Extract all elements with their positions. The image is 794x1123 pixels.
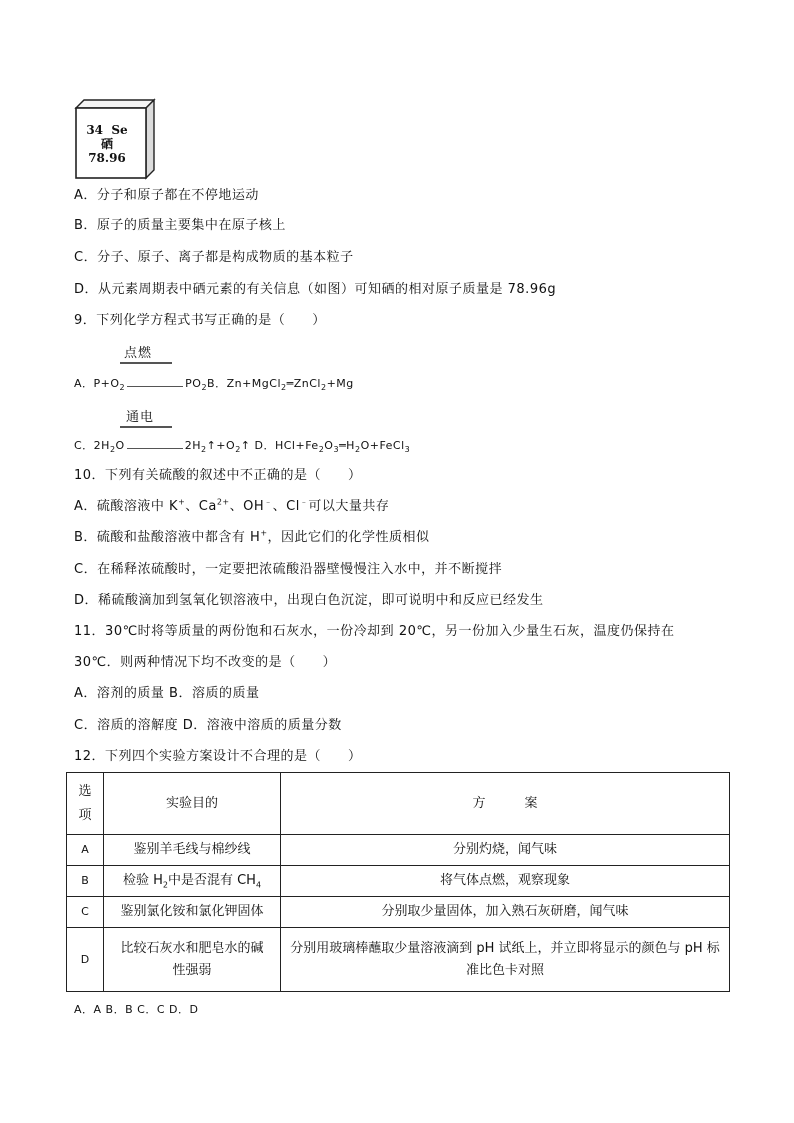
q9-condition-a: 点燃 <box>124 346 153 361</box>
element-name: 硒 <box>100 137 113 151</box>
header-purpose: 实验目的 <box>104 773 281 835</box>
q9-cond-line-a <box>120 362 172 364</box>
row-key: A <box>67 835 104 866</box>
q11-stem-line1: 11．30℃时将等质量的两份饱和石灰水，一份冷却到 20℃，另一份加入少量生石灰，温度仍保持在 <box>74 624 675 639</box>
row-purpose: 鉴别羊毛线与棉纱线 <box>104 835 281 866</box>
row-plan: 分别用玻璃棒蘸取少量溶液滴到 pH 试纸上，并立即将显示的颜色与 pH 标准比色卡对照 <box>281 928 730 992</box>
table-header-row <box>67 773 730 835</box>
q12-experiment-table <box>66 772 730 992</box>
q9-option-c: C．$2H_2O$ $2H_2↑+O_2↑$ D．$HCl+Fe_2O_3═H_2O+FeCl_3$ <box>74 439 411 455</box>
row-plan: 分别灼烧，闻气味 <box>281 835 730 866</box>
q10-option-d: D．稀硫酸滴加到氢氧化钡溶液中，出现白色沉淀，即可说明中和反应已经发生 <box>74 593 544 608</box>
row-key: D <box>67 928 104 992</box>
q9-stem: 9．下列化学方程式书写正确的是（ ） <box>74 313 326 328</box>
q10-option-a: A．硫酸溶液中 K+、$Ca^{2+}$、OH﹣、Cl﹣可以大量共存 <box>74 497 390 514</box>
atomic-mass: 78.96 <box>88 151 126 165</box>
q10-stem: 10．下列有关硫酸的叙述中不正确的是（ ） <box>74 468 362 483</box>
row-key: C <box>67 897 104 928</box>
element-info <box>76 123 138 165</box>
q8-option-a: A．分子和原子都在不停地运动 <box>74 188 259 203</box>
q8-option-b: B．原子的质量主要集中在原子核上 <box>74 218 286 233</box>
q11-option-ab: A．溶剂的质量 B．溶质的质量 <box>74 686 260 701</box>
row-purpose: 检验 $H_2$中是否混有 $CH_4$ <box>104 866 281 897</box>
q10-option-c: C．在稀释浓硫酸时，一定要把浓硫酸沿器壁慢慢注入水中，并不断搅拌 <box>74 562 503 577</box>
row-plan: 分别取少量固体，加入熟石灰研磨，闻气味 <box>281 897 730 928</box>
table-row <box>67 928 730 992</box>
atomic-number: 34 <box>86 123 104 137</box>
table-row <box>67 866 730 897</box>
q9-option-a: A．$P+O_2$ $PO_2B$．Zn+MgCl$_2$═ZnCl$_2$+Mg <box>74 377 354 393</box>
q10-option-b: B．硫酸和盐酸溶液中都含有 H+，因此它们的化学性质相似 <box>74 528 430 545</box>
element-symbol: Se <box>111 123 128 137</box>
q12-stem: 12．下列四个实验方案设计不合理的是（ ） <box>74 749 362 764</box>
header-key: 选项 <box>67 773 104 835</box>
table-row <box>67 897 730 928</box>
table-row <box>67 835 730 866</box>
row-purpose: 鉴别氯化铵和氯化钾固体 <box>104 897 281 928</box>
q9-condition-c: 通电 <box>126 410 155 425</box>
row-key: B <box>67 866 104 897</box>
q11-stem-line2: 30℃．则两种情况下均不改变的是（ ） <box>74 655 337 670</box>
q8-option-d: D．从元素周期表中硒元素的有关信息（如图）可知硒的相对原子质量是 78.96g <box>74 282 557 297</box>
header-plan: 方 案 <box>281 773 730 835</box>
row-plan: 将气体点燃，观察现象 <box>281 866 730 897</box>
q9-cond-line-c <box>120 426 172 428</box>
q8-option-c: C．分子、原子、离子都是构成物质的基本粒子 <box>74 250 354 265</box>
q12-answer-options: A．A B．B C．C D．D <box>74 1003 199 1016</box>
row-purpose: 比较石灰水和肥皂水的碱性强弱 <box>104 928 281 992</box>
q11-option-cd: C．溶质的溶解度 D．溶液中溶质的质量分数 <box>74 718 342 733</box>
